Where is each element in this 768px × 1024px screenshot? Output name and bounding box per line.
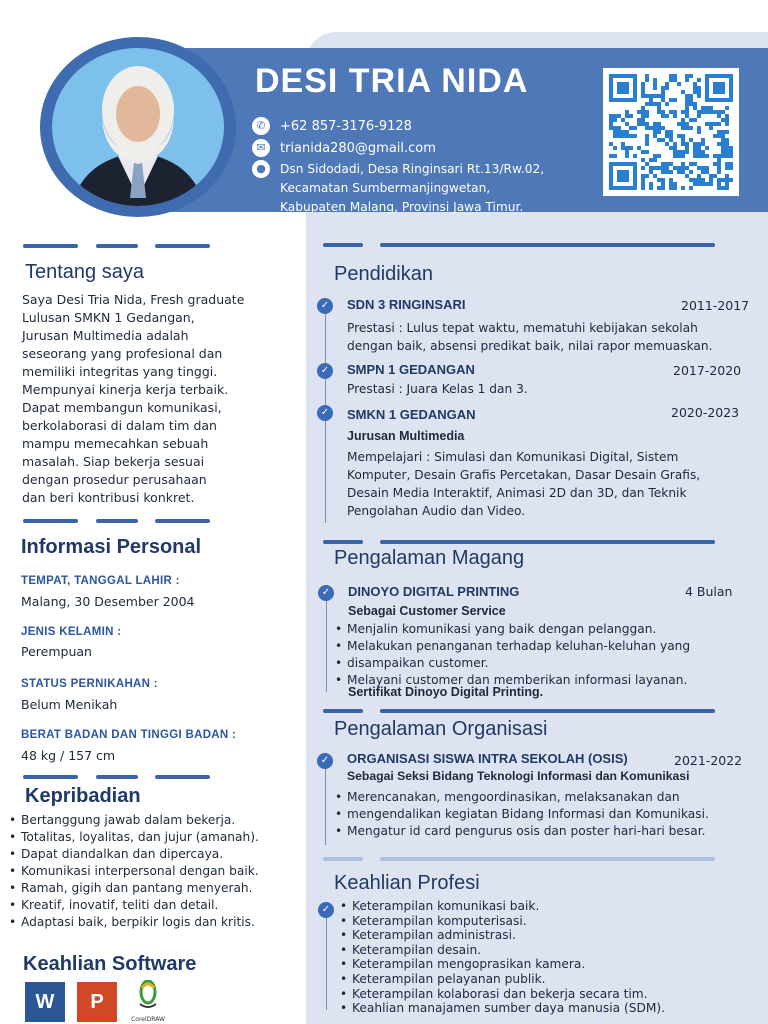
divider <box>155 775 210 779</box>
profile-photo <box>52 48 224 206</box>
body-value: 48 kg / 157 cm <box>21 748 116 763</box>
organization-name: ORGANISASI SISWA INTRA SEKOLAH (OSIS) <box>347 751 628 766</box>
school-years: 2020-2023 <box>671 405 740 420</box>
check-icon: ✓ <box>318 585 334 601</box>
address-line-2: Kecamatan Sumbermanjingwetan, <box>280 181 491 195</box>
body-label: BERAT BADAN DAN TINGGI BADAN : <box>21 729 237 741</box>
internship-heading: Pengalaman Magang <box>334 547 525 569</box>
list-item: • Totalitas, loyalitas, dan jujur (amanah). <box>7 829 259 846</box>
marital-label: STATUS PERNIKAHAN : <box>21 678 158 690</box>
organization-timeline <box>325 765 326 845</box>
list-item: • Menjalin komunikasi yang baik dengan pelanggan. <box>333 621 690 638</box>
school-major: Jurusan Multimedia <box>347 429 465 443</box>
divider <box>323 243 363 247</box>
internship-duties <box>333 621 690 689</box>
school-name: SDN 3 RINGINSARI <box>347 297 466 312</box>
list-item: • Bertanggung jawab dalam bekerja. <box>7 812 259 829</box>
check-icon: ✓ <box>317 363 333 379</box>
software-heading: Keahlian Software <box>23 953 197 975</box>
skills-timeline <box>326 910 327 1010</box>
list-item: • Keahlian manajamen sumber daya manusia (SDM). <box>338 1001 665 1016</box>
location-icon: ● <box>252 160 270 178</box>
divider <box>380 857 715 861</box>
internship-role: Sebagai Customer Service <box>348 604 506 618</box>
list-item: • Merencanakan, mengoordinasikan, melaksanakan dan <box>333 789 709 806</box>
list-item: • Dapat diandalkan dan dipercaya. <box>7 846 259 863</box>
list-item-continuation: • disampaikan customer. <box>333 655 690 672</box>
organization-heading: Pengalaman Organisasi <box>334 718 548 740</box>
phone-number: +62 857-3176-9128 <box>280 119 412 134</box>
check-icon: ✓ <box>317 298 333 314</box>
divider <box>323 857 363 861</box>
address-line-3: Kabupaten Malang, Provinsi Jawa Timur. <box>280 200 524 214</box>
divider <box>155 244 210 248</box>
internship-company: DINOYO DIGITAL PRINTING <box>348 584 520 599</box>
divider <box>96 519 138 523</box>
list-item: • Melayani customer dan memberikan informasi layanan. <box>333 672 690 689</box>
personality-heading: Kepribadian <box>25 785 141 807</box>
organization-years: 2021-2022 <box>674 753 743 768</box>
check-icon: ✓ <box>317 405 333 421</box>
list-item: • Melakukan penanganan terhadap keluhan-keluhan yang <box>333 638 690 655</box>
full-name: DESI TRIA NIDA <box>255 62 529 100</box>
divider <box>380 243 715 247</box>
birth-label: TEMPAT, TANGGAL LAHIR : <box>21 575 180 587</box>
school-years: 2011-2017 <box>681 298 750 313</box>
about-text: Saya Desi Tria Nida, Fresh graduate Lulusan SMKN 1 Gedangan, Jurusan Multimedia adalah seseorang yang profesional dan memiliki integritas yang tinggi. Mempunyai kinerja kerja terbaik. Dapat membangun komunikasi, berkolaborasi di dalam tim dan mampu memecahkan sebuah masalah. Siap bekerja sesuai dengan prosedur perusahaan dan beri kontribusi konkret. <box>22 292 245 505</box>
list-item: • Keterampilan desain. <box>338 943 665 958</box>
organization-duties <box>333 789 709 840</box>
school-name: SMKN 1 GEDANGAN <box>347 407 476 422</box>
list-item: • Ramah, gigih dan pantang menyerah. <box>7 880 259 897</box>
list-item: • Keterampilan komunikasi baik. <box>338 899 665 914</box>
education-heading: Pendidikan <box>334 263 433 285</box>
school-years: 2017-2020 <box>673 363 742 378</box>
internship-timeline <box>326 592 327 692</box>
divider <box>323 709 363 713</box>
list-item: • Adaptasi baik, berpikir logis dan kritis. <box>7 914 259 931</box>
personal-info-heading: Informasi Personal <box>21 536 202 558</box>
list-item: • Keterampilan mengoprasikan kamera. <box>338 957 665 972</box>
divider <box>380 709 715 713</box>
coreldraw-icon <box>128 980 168 1022</box>
divider <box>23 244 78 248</box>
email-icon: ✉ <box>252 139 270 157</box>
phone-icon: ✆ <box>252 117 270 135</box>
divider <box>96 775 138 779</box>
personality-list <box>7 812 259 931</box>
skills-list <box>338 899 665 1016</box>
coreldraw-caption: CorelDRAW <box>131 1016 165 1023</box>
list-item: • Keterampilan komputerisasi. <box>338 914 665 929</box>
about-heading: Tentang saya <box>25 261 144 283</box>
divider <box>23 519 78 523</box>
school-achievement: Prestasi : Lulus tepat waktu, mematuhi kebijakan sekolah dengan baik, absensi predikat baik, nilai rapor memuaskan. <box>347 321 713 353</box>
list-item: • Kreatif, inovatif, teliti dan detail. <box>7 897 259 914</box>
powerpoint-icon: P <box>77 982 117 1022</box>
internship-certificate: Sertifikat Dinoyo Digital Printing. <box>348 685 544 699</box>
divider <box>380 540 715 544</box>
list-item: • Mengatur id card pengurus osis dan poster hari-hari besar. <box>333 823 709 840</box>
divider <box>155 519 210 523</box>
skills-heading: Keahlian Profesi <box>334 872 480 894</box>
word-icon: W <box>25 982 65 1022</box>
qr-code <box>603 68 739 196</box>
school-description: Mempelajari : Simulasi dan Komunikasi Digital, Sistem Komputer, Desain Grafis Percetakan, Dasar Desain Grafis, Desain Media Interaktif, Animasi 2D dan 3D, dan Teknik Pengolahan Audio dan Video. <box>347 450 701 518</box>
list-item-continuation: • mengendalikan kegiatan Bidang Informasi dan Komunikasi. <box>333 806 709 823</box>
divider <box>23 775 78 779</box>
school-achievement: Prestasi : Juara Kelas 1 dan 3. <box>347 382 528 396</box>
list-item: • Komunikasi interpersonal dengan baik. <box>7 863 259 880</box>
list-item: • Keterampilan kolaborasi dan bekerja secara tim. <box>338 987 665 1002</box>
birth-value: Malang, 30 Desember 2004 <box>21 594 195 609</box>
divider <box>323 540 363 544</box>
divider <box>96 244 138 248</box>
gender-label: JENIS KELAMIN : <box>21 626 122 638</box>
email-address: trianida280@gmail.com <box>280 141 436 156</box>
list-item: • Keterampilan administrasi. <box>338 928 665 943</box>
check-icon: ✓ <box>318 902 334 918</box>
list-item: • Keterampilan pelayanan publik. <box>338 972 665 987</box>
organization-role: Sebagai Seksi Bidang Teknologi Informasi dan Komunikasi <box>347 769 690 783</box>
school-name: SMPN 1 GEDANGAN <box>347 362 475 377</box>
check-icon: ✓ <box>317 753 333 769</box>
gender-value: Perempuan <box>21 644 92 659</box>
marital-value: Belum Menikah <box>21 697 118 712</box>
address-line-1: Dsn Sidodadi, Desa Ringinsari Rt.13/Rw.02, <box>280 162 545 176</box>
internship-duration: 4 Bulan <box>685 584 733 599</box>
